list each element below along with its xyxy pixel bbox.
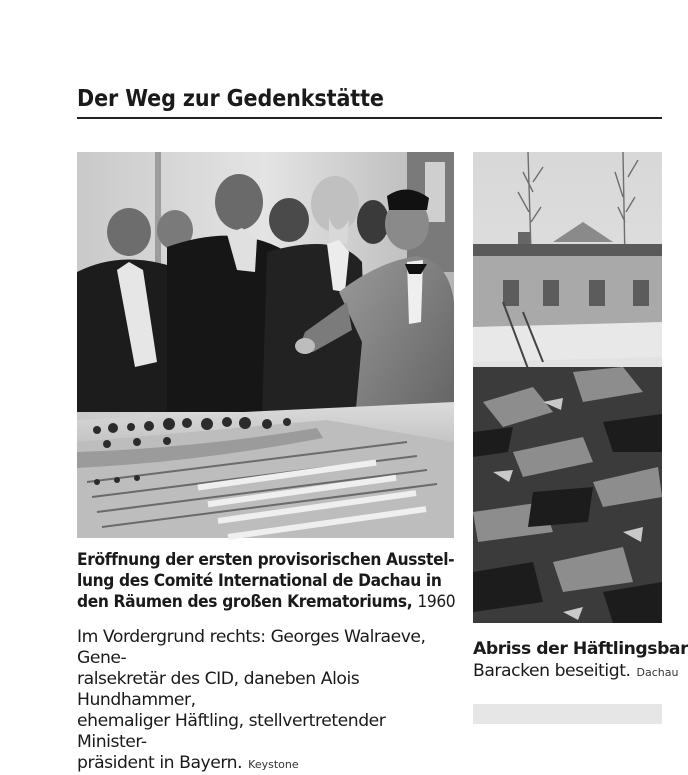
photo1-credit: Keystone — [248, 758, 299, 771]
next-item-placeholder — [473, 704, 662, 724]
heading-rule — [77, 117, 662, 119]
photo2-caption-title: Abriss der Häftlingsbar — [473, 639, 688, 659]
section-heading: Der Weg zur Gedenkstätte — [77, 86, 384, 112]
photo2-caption — [473, 638, 688, 684]
photo2-caption-body: Baracken beseitigt. — [473, 661, 631, 681]
barracks-demolition-photo — [473, 152, 662, 623]
photo1-year: 1960 — [417, 592, 456, 612]
photo2-credit: Dachau — [636, 666, 679, 679]
photo1-body-line4: präsident in Bayern. — [77, 753, 243, 773]
exhibition-opening-photo — [77, 152, 454, 538]
photo1-title-line3: den Räumen des großen Krematoriums, — [77, 592, 413, 612]
photo1-caption-body — [77, 627, 457, 775]
photo1-caption-title — [77, 550, 457, 613]
photo1-body-line2: ralsekretär des CID, daneben Alois Hundhammer, — [77, 669, 360, 710]
photo1-title-line1: Eröffnung der ersten provisorischen Ausstel- — [77, 550, 455, 570]
photo1-body-line3: ehemaliger Häftling, stellvertretender Minister- — [77, 711, 386, 752]
photo1-body-line1: Im Vordergrund rechts: Georges Walraeve, Gene- — [77, 627, 426, 668]
photo1-title-line2: lung des Comité International de Dachau in — [77, 571, 442, 591]
